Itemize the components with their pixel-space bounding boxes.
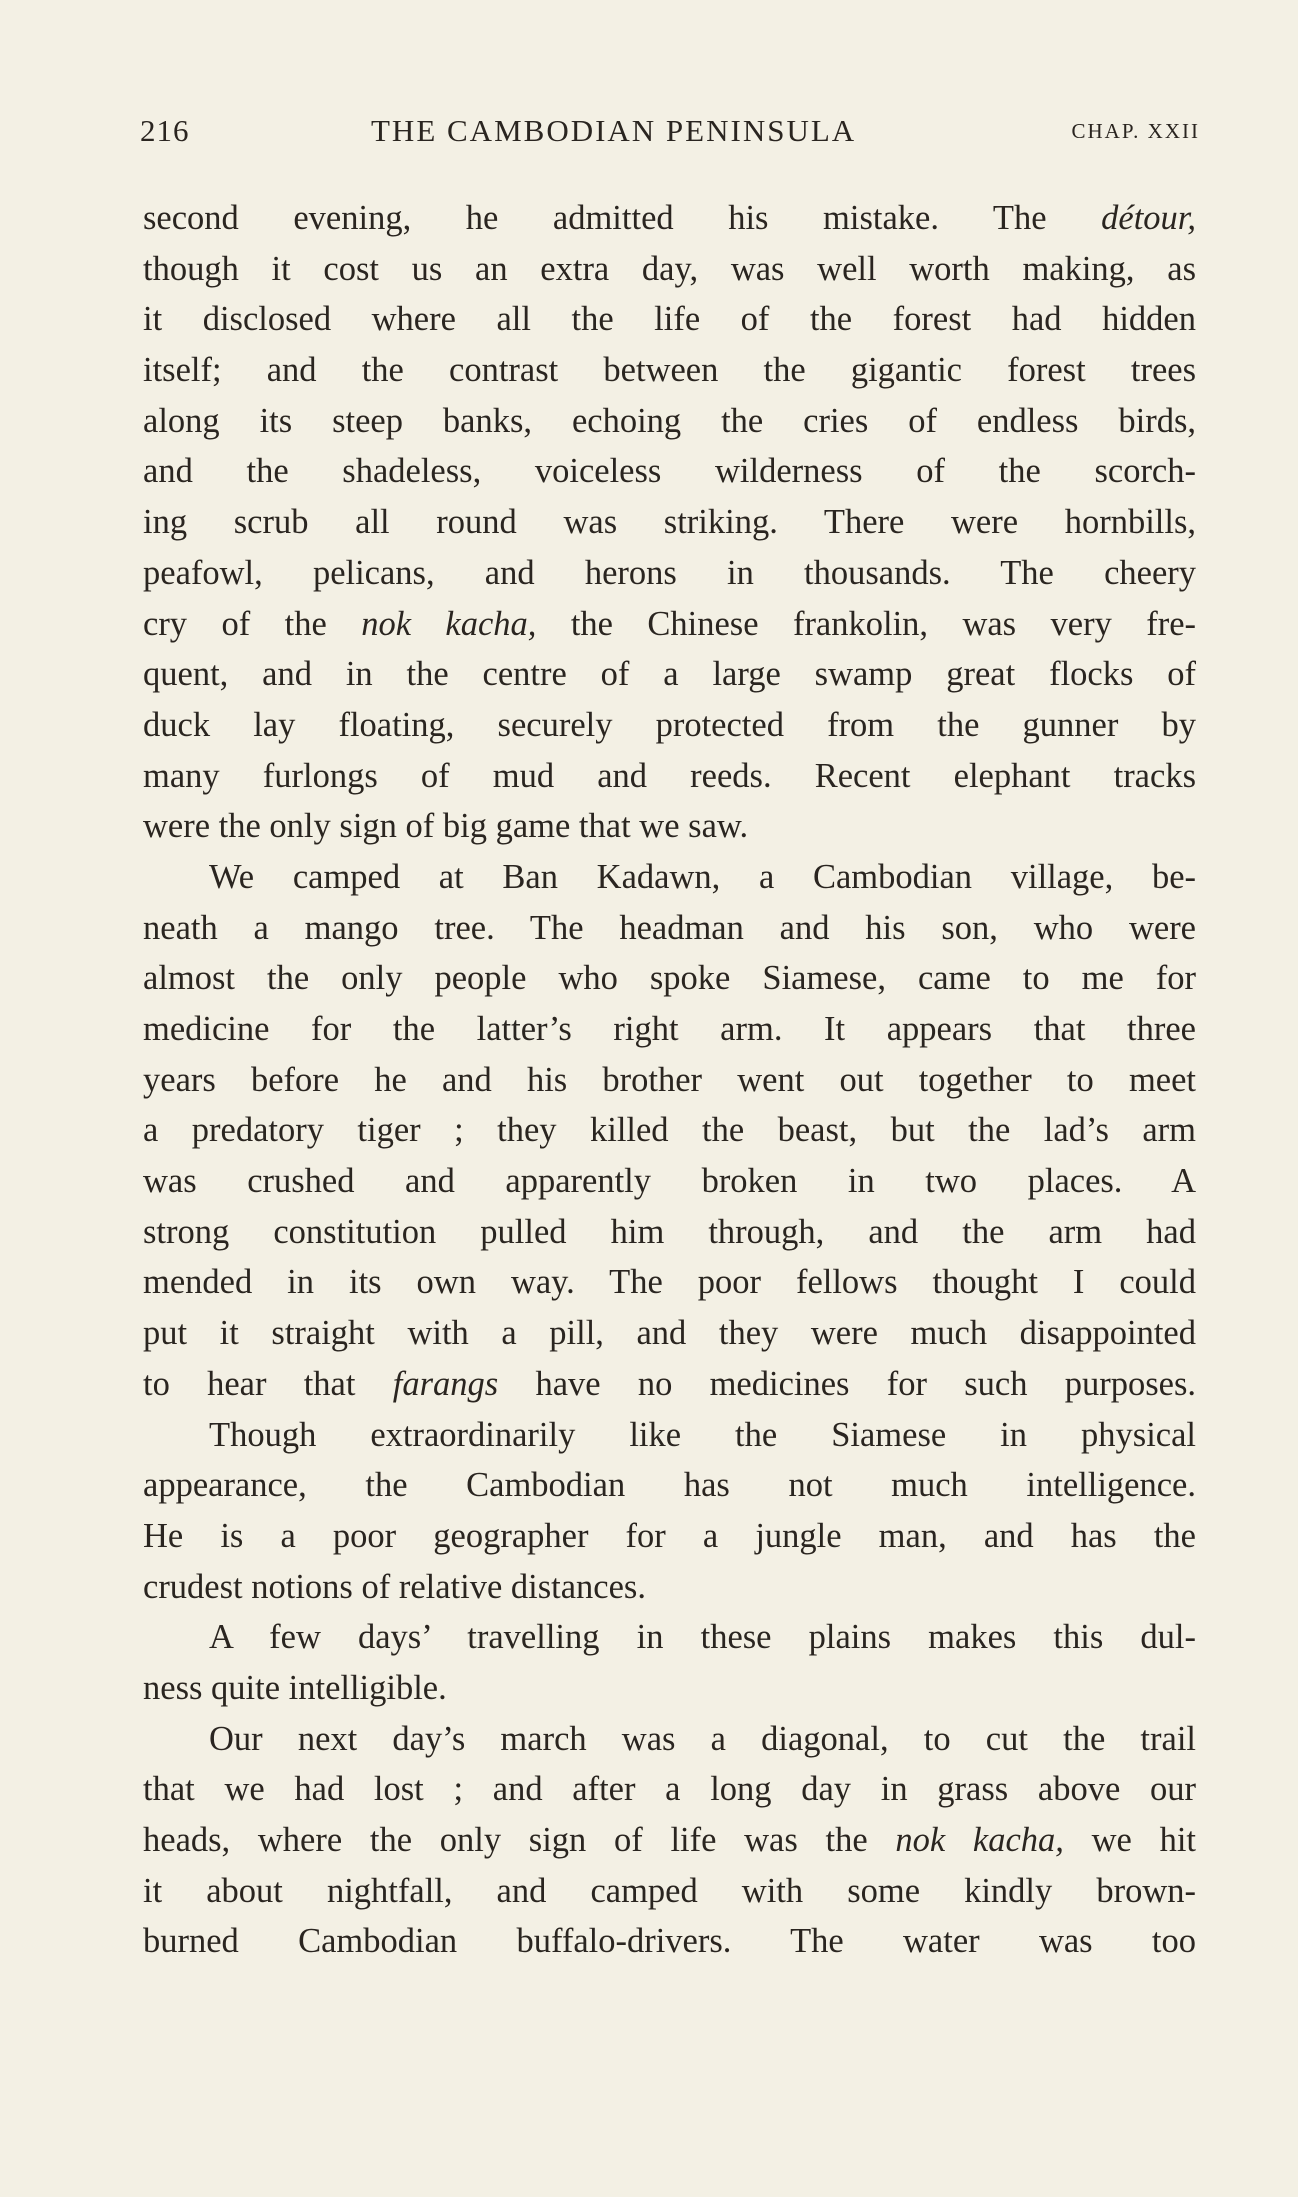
- line-text: Our next day’s march was a diagonal, to cut the trail: [209, 1719, 1196, 1758]
- text-line: [143, 1663, 1196, 1714]
- line-text: put it straight with a pill, and they were much disappointed: [143, 1314, 1196, 1353]
- text-line: [143, 193, 1196, 244]
- text-line: [143, 244, 1196, 295]
- text-line: [143, 1612, 1196, 1663]
- line-text: that we had lost ; and after a long day in grass above our: [143, 1770, 1196, 1809]
- text-line: [143, 953, 1196, 1004]
- text-line: [143, 1105, 1196, 1156]
- text-line: [143, 700, 1196, 751]
- italic-term: détour,: [1101, 199, 1196, 237]
- chapter-label: CHAP. XXII: [1071, 119, 1200, 143]
- line-text: many furlongs of mud and reeds. Recent elephant tracks: [143, 756, 1196, 795]
- text-line: [143, 1866, 1196, 1917]
- text-line: [143, 1156, 1196, 1207]
- line-text: it about nightfall, and camped with some kindly brown-: [143, 1871, 1196, 1910]
- line-text: almost the only people who spoke Siamese, came to me for: [143, 959, 1196, 998]
- text-line: [143, 1410, 1196, 1461]
- text-line: [143, 903, 1196, 954]
- text-line: [143, 1460, 1196, 1511]
- line-text: and the shadeless, voiceless wilderness of the scorch-: [143, 452, 1196, 491]
- line-text: strong constitution pulled him through, and the arm had: [143, 1212, 1196, 1251]
- text-line: [143, 1511, 1196, 1562]
- text-line: [143, 1308, 1196, 1359]
- text-line: [143, 1359, 1196, 1410]
- line-text-after: the Chinese frankolin, was very fre-: [570, 604, 1196, 643]
- line-text: A few days’ travelling in these plains makes this dul-: [209, 1618, 1196, 1657]
- text-line: [143, 1764, 1196, 1815]
- text-line: [143, 801, 1196, 852]
- line-text: neath a mango tree. The headman and his son, who were: [143, 908, 1196, 947]
- page-number: 216: [140, 113, 190, 148]
- text-line: [143, 599, 1196, 650]
- text-line: [143, 649, 1196, 700]
- text-line: [143, 497, 1196, 548]
- text-line: [143, 1055, 1196, 1106]
- body-text: [143, 193, 1196, 1967]
- text-line: [143, 751, 1196, 802]
- running-head: [140, 111, 1200, 151]
- text-line: [143, 396, 1196, 447]
- line-text: mended in its own way. The poor fellows thought I could: [143, 1263, 1196, 1302]
- italic-term: farangs: [392, 1364, 499, 1403]
- italic-term: nok kacha,: [895, 1821, 1064, 1859]
- text-line: [143, 1562, 1196, 1613]
- line-text: second evening, he admitted his mistake. The: [143, 199, 1047, 237]
- line-text: ness quite intelligible.: [143, 1668, 447, 1707]
- line-text: appearance, the Cambodian has not much intelligence.: [143, 1466, 1196, 1505]
- text-line: [143, 1004, 1196, 1055]
- line-text: peafowl, pelicans, and herons in thousands. The cheery: [143, 553, 1196, 592]
- line-text: to hear that: [143, 1364, 356, 1403]
- line-text: a predatory tiger ; they killed the beast, but the lad’s arm: [143, 1111, 1196, 1150]
- text-line: [143, 294, 1196, 345]
- line-text: it disclosed where all the life of the forest had hidden: [143, 300, 1196, 339]
- italic-term: nok kacha,: [361, 604, 537, 643]
- line-text: heads, where the only sign of life was the: [143, 1821, 868, 1859]
- text-line: [143, 1257, 1196, 1308]
- text-line: [143, 1916, 1196, 1967]
- text-line: [143, 1815, 1196, 1866]
- line-text: duck lay floating, securely protected from the gunner by: [143, 705, 1196, 744]
- line-text: He is a poor geographer for a jungle man, and has the: [143, 1516, 1196, 1555]
- line-text: years before he and his brother went out together to meet: [143, 1060, 1196, 1099]
- text-line: [143, 345, 1196, 396]
- line-text-after: have no medicines for such purposes.: [535, 1364, 1196, 1403]
- line-text: cry of the: [143, 604, 327, 643]
- line-text: We camped at Ban Kadawn, a Cambodian village, be-: [209, 857, 1196, 896]
- line-text: medicine for the latter’s right arm. It appears that three: [143, 1010, 1196, 1048]
- text-line: [143, 446, 1196, 497]
- line-text: ing scrub all round was striking. There were hornbills,: [143, 503, 1196, 542]
- line-text: burned Cambodian buffalo-drivers. The water was too: [143, 1922, 1196, 1961]
- text-line: [143, 1207, 1196, 1258]
- line-text: along its steep banks, echoing the cries of endless birds,: [143, 401, 1196, 440]
- line-text: were the only sign of big game that we saw.: [143, 807, 749, 846]
- line-text-after: we hit: [1091, 1821, 1196, 1859]
- text-line: [143, 852, 1196, 903]
- running-title: THE CAMBODIAN PENINSULA: [371, 113, 857, 148]
- line-text: itself; and the contrast between the gigantic forest trees: [143, 351, 1196, 390]
- text-line: [143, 548, 1196, 599]
- text-line: [143, 1714, 1196, 1765]
- line-text: was crushed and apparently broken in two places. A: [143, 1162, 1196, 1201]
- line-text: quent, and in the centre of a large swamp great flocks of: [143, 655, 1196, 694]
- line-text: though it cost us an extra day, was well worth making, as: [143, 249, 1196, 288]
- line-text: crudest notions of relative distances.: [143, 1567, 646, 1606]
- line-text: Though extraordinarily like the Siamese in physical: [209, 1415, 1196, 1454]
